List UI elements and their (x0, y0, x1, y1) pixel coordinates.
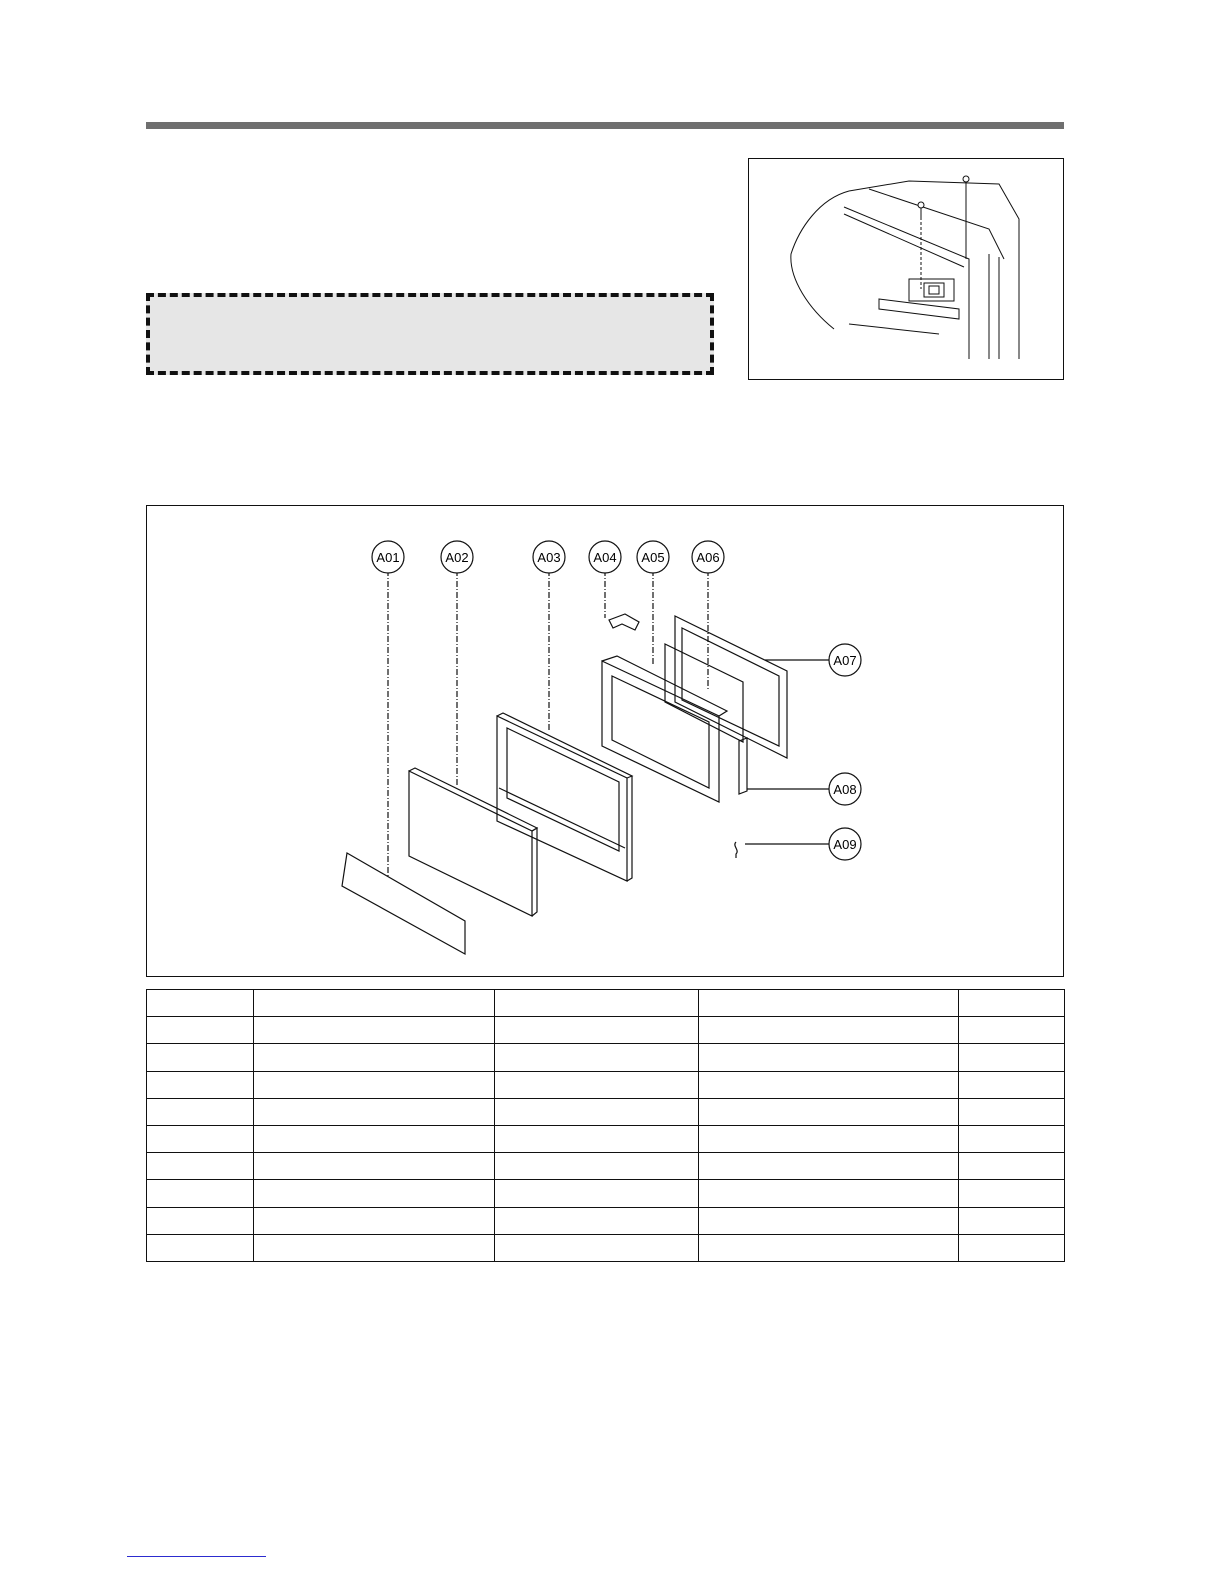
table-cell (147, 1125, 254, 1152)
callout-a05 (637, 541, 669, 573)
part-a05-inner-frame (602, 661, 719, 802)
table-cell (495, 1180, 699, 1207)
table-cell (147, 1098, 254, 1125)
table-cell (699, 1153, 959, 1180)
table-row (147, 1234, 1065, 1261)
table-cell (254, 990, 495, 1017)
callout-label: A02 (445, 550, 469, 565)
header-rule (146, 122, 1064, 129)
callout-label: A09 (833, 837, 857, 852)
exploded-view-diagram (146, 505, 1064, 977)
table-cell (699, 1234, 959, 1261)
table-cell (699, 1017, 959, 1044)
table-cell (959, 1180, 1065, 1207)
callout-a06 (692, 541, 724, 573)
table-cell (147, 1153, 254, 1180)
table-cell (147, 1071, 254, 1098)
table-cell (254, 1207, 495, 1234)
table-cell (959, 1234, 1065, 1261)
table-cell (959, 1044, 1065, 1071)
table-cell (254, 1071, 495, 1098)
table-cell (254, 1098, 495, 1125)
part-a06-glass (665, 644, 743, 742)
table-cell (959, 1153, 1065, 1180)
part-a09-spring (735, 842, 737, 858)
part-a02-panel (409, 771, 532, 916)
table-row (147, 1044, 1065, 1071)
part-a01-strip (342, 853, 465, 954)
door-assembly-drawing (147, 506, 1065, 978)
table-cell (699, 1180, 959, 1207)
callout-a03 (533, 541, 565, 573)
table-cell (495, 1125, 699, 1152)
callout-label: A05 (641, 550, 665, 565)
part-a08-latch (739, 738, 747, 794)
table-cell (495, 1234, 699, 1261)
table-row (147, 1125, 1065, 1152)
table-cell (254, 1234, 495, 1261)
callout-a01 (372, 541, 404, 573)
parts-list-table (146, 989, 1065, 1262)
table-cell (495, 1098, 699, 1125)
callout-a02 (441, 541, 473, 573)
table-cell (495, 1207, 699, 1234)
table-cell (254, 1017, 495, 1044)
table-cell (959, 1207, 1065, 1234)
footer-link-underline[interactable] (127, 1556, 266, 1558)
table-cell (147, 1044, 254, 1071)
table-cell (495, 990, 699, 1017)
table-cell (959, 1098, 1065, 1125)
table-cell (254, 1125, 495, 1152)
part-a03-frame (497, 716, 627, 881)
callout-label: A06 (696, 550, 720, 565)
table-cell (699, 1071, 959, 1098)
table-cell (959, 1125, 1065, 1152)
table-row (147, 1098, 1065, 1125)
table-row (147, 1207, 1065, 1234)
detail-illustration (748, 158, 1064, 380)
table-cell (147, 1180, 254, 1207)
table-row (147, 1071, 1065, 1098)
table-cell (254, 1044, 495, 1071)
table-cell (699, 1125, 959, 1152)
table-cell (495, 1044, 699, 1071)
table-cell (959, 1017, 1065, 1044)
table-cell (699, 1207, 959, 1234)
table-cell (147, 1234, 254, 1261)
table-row (147, 1153, 1065, 1180)
table-cell (699, 1098, 959, 1125)
part-a04-hinge (609, 614, 639, 630)
table-cell (495, 1071, 699, 1098)
table-row (147, 1017, 1065, 1044)
table-cell (495, 1017, 699, 1044)
table-cell (147, 990, 254, 1017)
table-row (147, 1180, 1065, 1207)
table-cell (699, 1044, 959, 1071)
table-cell (959, 990, 1065, 1017)
table-cell (147, 1207, 254, 1234)
callout-label: A01 (376, 550, 400, 565)
table-row (147, 990, 1065, 1017)
callout-label: A07 (833, 653, 857, 668)
table-cell (147, 1017, 254, 1044)
table-cell (495, 1153, 699, 1180)
note-box (146, 293, 714, 375)
callout-a08 (829, 773, 861, 805)
part-a07-rear-frame (675, 616, 787, 758)
callout-a04 (589, 541, 621, 573)
callout-label: A08 (833, 782, 857, 797)
callout-a07 (829, 644, 861, 676)
callout-label: A03 (537, 550, 561, 565)
table-cell (959, 1071, 1065, 1098)
cabinet-screw-detail-drawing (749, 159, 1064, 380)
table-cell (254, 1180, 495, 1207)
table-cell (699, 990, 959, 1017)
callout-label: A04 (593, 550, 617, 565)
callout-a09 (829, 828, 861, 860)
table-cell (254, 1153, 495, 1180)
